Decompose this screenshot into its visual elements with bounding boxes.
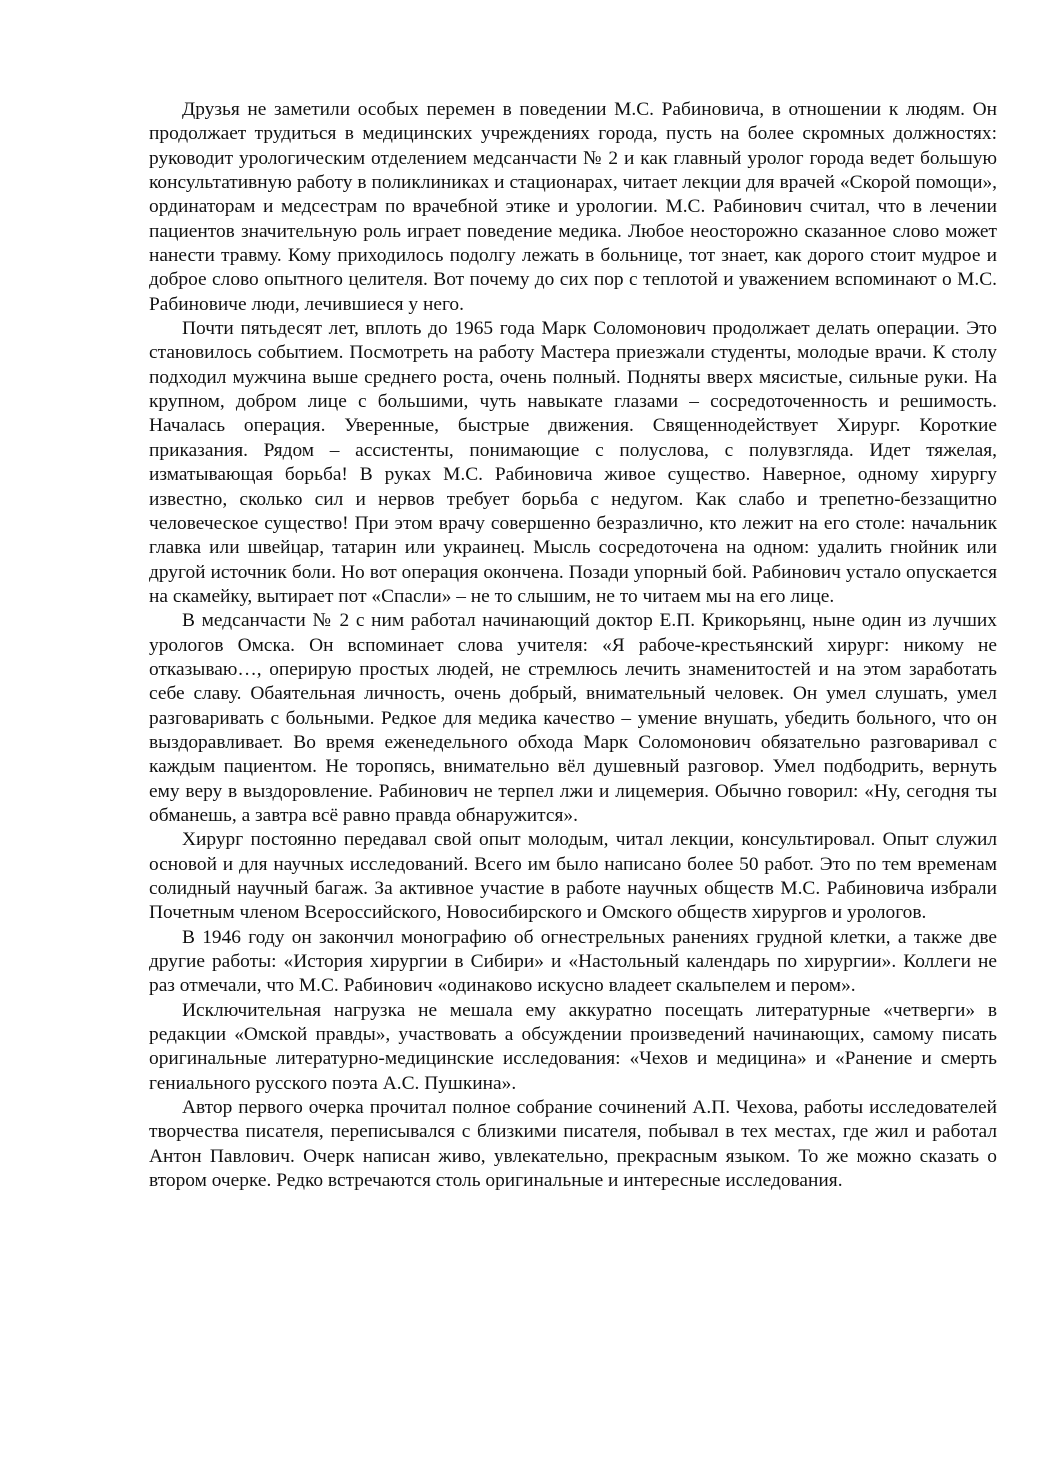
document-page [149,98,997,1193]
paragraph: Друзья не заметили особых перемен в поведении М.С. Рабиновича, в отношении к людям. Он продолжает трудиться в медицинских учреждениях города, пусть на более скромных должностях: руководит урологическим отделением медсанчасти № 2 и как главный уролог города ведет большую консультативную работу в поликлиниках и стационарах, читает лекции для врачей «Скорой помощи», ординаторам и медсестрам по врачебной этике и урологии. М.С. Рабинович считал, что в лечении пациентов значительную роль играет поведение медика. Любое неосторожно сказанное слово может нанести травму. Кому приходилось подолгу лежать в больнице, тот знает, как дорого стоит мудрое и доброе слово опытного целителя. Вот почему до сих пор с теплотой и уважением вспоминают о М.С. Рабиновиче люди, лечившиеся у него. [149,99,997,315]
paragraph: Исключительная нагрузка не мешала ему аккуратно посещать литературные «четверги» в редакции «Омской правды», участвовать а обсуждении произведений начинающих, самому писать оригинальные литературно-медицинские исследования: «Чехов и медицина» и «Ранение и смерть гениального русского поэта А.С. Пушкина». [149,999,997,1094]
paragraph: Почти пятьдесят лет, вплоть до 1965 года Марк Соломонович продолжает делать операции. Это становилось событием. Посмотреть на работу Мастера приезжали студенты, молодые врачи. К столу подходил мужчина выше среднего роста, очень полный. Подняты вверх мясистые, сильные руки. На крупном, добром лице с большими, чуть навыкате глазами – сосредоточенность и решимость. Началась операция. Уверенные, быстрые движения. Священнодействует Хирург. Короткие приказания. Рядом – ассистенты, понимающие с полуслова, с полувзгляда. Идет тяжелая, изматывающая борьба! В руках М.С. Рабиновича живое существо. Наверное, одному хирургу известно, сколько сил и нервов требует борьба с недугом. Как слабо и трепетно-беззащитно человеческое существо! При этом врачу совершенно безразлично, кто лежит на его столе: начальник главка или швейцар, татарин или украинец. Мысль сосредоточена на одном: удалить гнойник или другой источник боли. Но вот операция окончена. Позади упорный бой. Рабинович устало опускается на скамейку, вытирает пот «Спасли» – не то слышим, не то читаем мы на его лице. [149,318,997,607]
paragraph: В 1946 году он закончил монографию об огнестрельных ранениях грудной клетки, а также две другие работы: «История хирургии в Сибири» и «Настольный календарь по хирургии». Коллеги не раз отмечали, что М.С. Рабинович «одинаково искусно владеет скальпелем и пером». [149,926,997,997]
paragraph: Хирург постоянно передавал свой опыт молодым, читал лекции, консультировал. Опыт служил основой и для научных исследований. Всего им было написано более 50 работ. Это по тем временам солидный научный багаж. За активное участие в работе научных обществ М.С. Рабиновича избрали Почетным членом Всероссийского, Новосибирского и Омского обществ хирургов и урологов. [149,829,997,924]
paragraph: Автор первого очерка прочитал полное собрание сочинений А.П. Чехова, работы исследователей творчества писателя, переписывался с близкими писателя, побывал в тех местах, где жил и работал Антон Павлович. Очерк написан живо, увлекательно, прекрасным языком. То же можно сказать о втором очерке. Редко встречаются столь оригинальные и интересные исследования. [149,1097,997,1192]
paragraph: В медсанчасти № 2 с ним работал начинающий доктор Е.П. Крикорьянц, ныне один из лучших урологов Омска. Он вспоминает слова учителя: «Я рабоче-крестьянский хирург: никому не отказываю…, оперирую простых людей, не стремлюсь лечить знаменитостей и на этом заработать себе славу. Обаятельная личность, очень добрый, внимательный человек. Он умел слушать, умел разговаривать с больными. Редкое для медика качество – умение внушать, убедить больного, что он выздоравливает. Во время еженедельного обхода Марк Соломонович обязательно разговаривал с каждым пациентом. Не торопясь, внимательно вёл душевный разговор. Умел подбодрить, вернуть ему веру в выздоровление. Рабинович не терпел лжи и лицемерия. Обычно говорил: «Ну, сегодня ты обманешь, а завтра всё равно правда обнаружится». [149,610,997,826]
